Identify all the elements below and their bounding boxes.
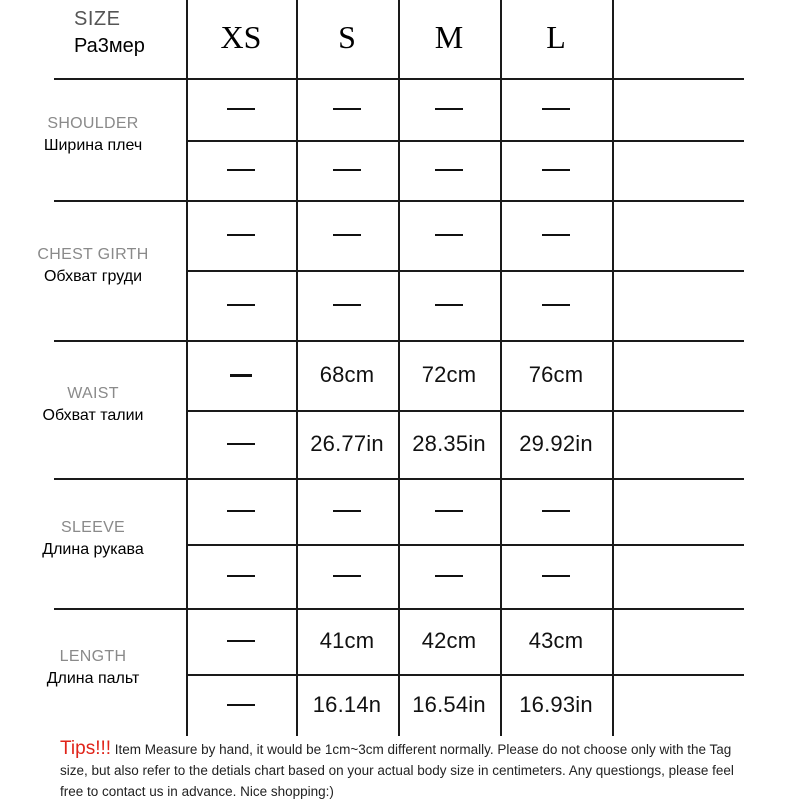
value-text: 16.93in xyxy=(519,692,593,717)
label-en: LENGTH xyxy=(59,648,127,665)
value-text: 26.77in xyxy=(310,431,384,456)
value-cell xyxy=(186,270,296,340)
measurement-label-waist xyxy=(0,385,186,425)
value-text: 72cm xyxy=(421,362,477,387)
value-cell xyxy=(186,544,296,608)
value-text: 41cm xyxy=(319,628,375,653)
measurement-label-sleeve xyxy=(0,519,186,559)
value-cell xyxy=(500,478,612,544)
value-cell xyxy=(500,140,612,200)
value-cell xyxy=(500,608,612,674)
value-cell xyxy=(296,674,398,736)
value-cell xyxy=(296,270,398,340)
dash-mark xyxy=(542,108,570,110)
value-text: 16.14n xyxy=(312,692,382,717)
measurement-label-length xyxy=(0,648,186,688)
column-header-xs: XS xyxy=(220,18,262,55)
dash-mark xyxy=(227,510,255,512)
dash-mark xyxy=(542,234,570,236)
size-label-en: SIZE xyxy=(74,8,121,30)
label-en: WAIST xyxy=(67,385,119,402)
value-text: 42cm xyxy=(421,628,477,653)
dash-mark xyxy=(333,575,361,577)
value-cell xyxy=(500,200,612,270)
value-text: 43cm xyxy=(528,628,584,653)
value-cell xyxy=(398,140,500,200)
value-cell xyxy=(296,340,398,410)
value-cell xyxy=(186,200,296,270)
dash-mark xyxy=(435,510,463,512)
value-cell xyxy=(398,608,500,674)
value-cell xyxy=(186,410,296,478)
value-cell xyxy=(500,674,612,736)
column-header-s: S xyxy=(338,18,356,55)
dash-mark xyxy=(435,234,463,236)
value-cell xyxy=(398,544,500,608)
value-cell xyxy=(500,340,612,410)
dash-mark xyxy=(227,704,255,706)
dash-mark xyxy=(227,169,255,171)
dash-mark xyxy=(333,510,361,512)
tips-label: Tips!!! xyxy=(60,738,112,759)
measurement-label-shoulder xyxy=(0,115,186,155)
label-ru: Ширина плеч xyxy=(43,137,143,154)
value-text: 28.35in xyxy=(412,431,486,456)
value-text: 76cm xyxy=(528,362,584,387)
label-ru: Длина пальт xyxy=(46,670,140,687)
size-header-cell xyxy=(74,8,145,58)
value-cell xyxy=(186,140,296,200)
column-header-m: M xyxy=(434,18,464,55)
label-en: SLEEVE xyxy=(60,519,126,536)
value-cell xyxy=(296,200,398,270)
dash-mark xyxy=(542,510,570,512)
dash-mark xyxy=(333,304,361,306)
label-ru: Длина рукава xyxy=(42,541,144,558)
value-cell xyxy=(500,410,612,478)
value-cell xyxy=(296,410,398,478)
label-ru: Обхват талии xyxy=(42,407,144,424)
label-ru: Обхват груди xyxy=(43,268,142,285)
value-cell xyxy=(296,478,398,544)
dash-mark xyxy=(333,108,361,110)
value-cell xyxy=(296,78,398,140)
value-cell xyxy=(398,270,500,340)
dash-mark xyxy=(227,304,255,306)
value-cell xyxy=(398,78,500,140)
value-cell xyxy=(296,544,398,608)
dash-mark xyxy=(542,169,570,171)
value-cell xyxy=(500,270,612,340)
value-cell xyxy=(398,340,500,410)
column-header-l: L xyxy=(546,18,566,55)
label-en: CHEST GIRTH xyxy=(37,246,149,263)
dash-mark xyxy=(227,108,255,110)
value-cell xyxy=(398,200,500,270)
value-cell xyxy=(186,674,296,736)
grid-vline xyxy=(612,0,614,736)
label-en: SHOULDER xyxy=(47,115,139,132)
dash-mark xyxy=(333,169,361,171)
value-cell xyxy=(296,140,398,200)
dash-mark xyxy=(227,640,255,642)
value-cell xyxy=(398,674,500,736)
value-cell xyxy=(398,410,500,478)
dash-mark xyxy=(435,575,463,577)
dash-mark xyxy=(227,575,255,577)
dash-mark xyxy=(435,108,463,110)
value-text: 29.92in xyxy=(519,431,593,456)
tips-note xyxy=(60,738,760,802)
value-cell xyxy=(186,608,296,674)
dash-mark xyxy=(542,575,570,577)
value-cell xyxy=(186,478,296,544)
dash-mark xyxy=(333,234,361,236)
value-cell xyxy=(296,608,398,674)
measurement-label-chest-girth xyxy=(0,246,186,286)
tips-text: Item Measure by hand, it would be 1cm~3cm different normally. Please do not choose only with the Tag size, but also refer to the detials chart based on your actual body size in centimeters. Any questiongs, please feel free to contact us in advance. Nice shopping:) xyxy=(60,742,734,799)
value-text: 16.54in xyxy=(412,692,486,717)
dash-mark xyxy=(227,234,255,236)
size-label-ru: Ра3мер xyxy=(74,35,145,57)
dash-mark xyxy=(230,374,252,377)
value-cell xyxy=(186,78,296,140)
dash-mark xyxy=(227,443,255,445)
value-cell xyxy=(500,544,612,608)
dash-mark xyxy=(542,304,570,306)
value-text: 68cm xyxy=(319,362,375,387)
value-cell xyxy=(500,78,612,140)
dash-mark xyxy=(435,169,463,171)
value-cell xyxy=(398,478,500,544)
dash-mark xyxy=(435,304,463,306)
value-cell xyxy=(186,340,296,410)
